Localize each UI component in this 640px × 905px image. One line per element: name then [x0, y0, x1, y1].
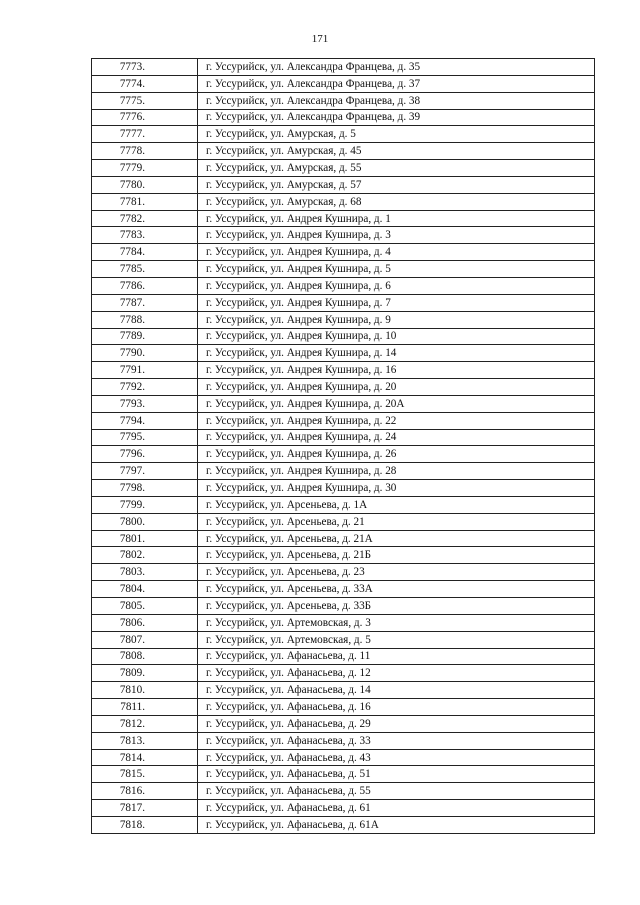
row-number-cell: 7788.: [92, 311, 198, 328]
address-cell: г. Уссурийск, ул. Арсеньева, д. 1А: [198, 496, 595, 513]
table-row: [92, 480, 595, 497]
row-number-cell: 7809.: [92, 665, 198, 682]
address-cell: г. Уссурийск, ул. Арсеньева, д. 33А: [198, 581, 595, 598]
table-row: [92, 682, 595, 699]
address-cell: г. Уссурийск, ул. Андрея Кушнира, д. 26: [198, 446, 595, 463]
row-number-cell: 7783.: [92, 227, 198, 244]
table-row: [92, 665, 595, 682]
row-number-cell: 7796.: [92, 446, 198, 463]
table-row: [92, 816, 595, 833]
address-cell: г. Уссурийск, ул. Артемовская, д. 3: [198, 614, 595, 631]
table-row: [92, 362, 595, 379]
row-number-cell: 7778.: [92, 143, 198, 160]
table-row: [92, 715, 595, 732]
table-row: [92, 496, 595, 513]
address-cell: г. Уссурийск, ул. Арсеньева, д. 23: [198, 564, 595, 581]
table-row: [92, 261, 595, 278]
row-number-cell: 7777.: [92, 126, 198, 143]
row-number-cell: 7784.: [92, 244, 198, 261]
address-cell: г. Уссурийск, ул. Андрея Кушнира, д. 16: [198, 362, 595, 379]
row-number-cell: 7817.: [92, 800, 198, 817]
table-row: [92, 598, 595, 615]
address-cell: г. Уссурийск, ул. Андрея Кушнира, д. 22: [198, 412, 595, 429]
row-number-cell: 7791.: [92, 362, 198, 379]
address-cell: г. Уссурийск, ул. Амурская, д. 45: [198, 143, 595, 160]
table-row: [92, 277, 595, 294]
address-cell: г. Уссурийск, ул. Амурская, д. 68: [198, 193, 595, 210]
row-number-cell: 7775.: [92, 92, 198, 109]
address-cell: г. Уссурийск, ул. Афанасьева, д. 55: [198, 783, 595, 800]
row-number-cell: 7818.: [92, 816, 198, 833]
table-row: [92, 109, 595, 126]
address-cell: г. Уссурийск, ул. Арсеньева, д. 33Б: [198, 598, 595, 615]
row-number-cell: 7781.: [92, 193, 198, 210]
row-number-cell: 7787.: [92, 294, 198, 311]
table-row: [92, 294, 595, 311]
address-cell: г. Уссурийск, ул. Артемовская, д. 5: [198, 631, 595, 648]
row-number-cell: 7813.: [92, 732, 198, 749]
row-number-cell: 7780.: [92, 176, 198, 193]
row-number-cell: 7814.: [92, 749, 198, 766]
address-cell: г. Уссурийск, ул. Андрея Кушнира, д. 28: [198, 463, 595, 480]
table-row: [92, 59, 595, 76]
row-number-cell: 7812.: [92, 715, 198, 732]
row-number-cell: 7811.: [92, 699, 198, 716]
row-number-cell: 7801.: [92, 530, 198, 547]
table-row: [92, 648, 595, 665]
table-row: [92, 749, 595, 766]
table-row: [92, 800, 595, 817]
row-number-cell: 7785.: [92, 261, 198, 278]
row-number-cell: 7789.: [92, 328, 198, 345]
row-number-cell: 7776.: [92, 109, 198, 126]
address-cell: г. Уссурийск, ул. Афанасьева, д. 33: [198, 732, 595, 749]
table-row: [92, 395, 595, 412]
address-cell: г. Уссурийск, ул. Андрея Кушнира, д. 24: [198, 429, 595, 446]
table-row: [92, 227, 595, 244]
table-row: [92, 530, 595, 547]
address-cell: г. Уссурийск, ул. Андрея Кушнира, д. 4: [198, 244, 595, 261]
address-cell: г. Уссурийск, ул. Александра Францева, д. 39: [198, 109, 595, 126]
address-cell: г. Уссурийск, ул. Андрея Кушнира, д. 6: [198, 277, 595, 294]
page-number: 171: [311, 33, 329, 45]
row-number-cell: 7786.: [92, 277, 198, 294]
table-row: [92, 345, 595, 362]
row-number-cell: 7808.: [92, 648, 198, 665]
address-cell: г. Уссурийск, ул. Афанасьева, д. 43: [198, 749, 595, 766]
address-cell: г. Уссурийск, ул. Андрея Кушнира, д. 9: [198, 311, 595, 328]
row-number-cell: 7773.: [92, 59, 198, 76]
row-number-cell: 7815.: [92, 766, 198, 783]
table-row: [92, 631, 595, 648]
address-cell: г. Уссурийск, ул. Александра Францева, д. 38: [198, 92, 595, 109]
table-row: [92, 92, 595, 109]
address-cell: г. Уссурийск, ул. Амурская, д. 55: [198, 160, 595, 177]
table-row: [92, 328, 595, 345]
table-row: [92, 581, 595, 598]
row-number-cell: 7790.: [92, 345, 198, 362]
address-cell: г. Уссурийск, ул. Арсеньева, д. 21: [198, 513, 595, 530]
row-number-cell: 7795.: [92, 429, 198, 446]
row-number-cell: 7810.: [92, 682, 198, 699]
row-number-cell: 7802.: [92, 547, 198, 564]
row-number-cell: 7774.: [92, 75, 198, 92]
address-cell: г. Уссурийск, ул. Арсеньева, д. 21А: [198, 530, 595, 547]
table-row: [92, 732, 595, 749]
table-row: [92, 75, 595, 92]
address-cell: г. Уссурийск, ул. Амурская, д. 5: [198, 126, 595, 143]
row-number-cell: 7799.: [92, 496, 198, 513]
table-row: [92, 766, 595, 783]
address-cell: г. Уссурийск, ул. Афанасьева, д. 61: [198, 800, 595, 817]
address-cell: г. Уссурийск, ул. Андрея Кушнира, д. 5: [198, 261, 595, 278]
address-cell: г. Уссурийск, ул. Афанасьева, д. 29: [198, 715, 595, 732]
table-row: [92, 143, 595, 160]
row-number-cell: 7798.: [92, 480, 198, 497]
table-row: [92, 446, 595, 463]
row-number-cell: 7803.: [92, 564, 198, 581]
row-number-cell: 7805.: [92, 598, 198, 615]
address-table-body: [92, 59, 595, 834]
address-table: [91, 58, 595, 834]
table-row: [92, 311, 595, 328]
address-cell: г. Уссурийск, ул. Андрея Кушнира, д. 10: [198, 328, 595, 345]
table-row: [92, 783, 595, 800]
table-row: [92, 193, 595, 210]
address-cell: г. Уссурийск, ул. Александра Францева, д. 37: [198, 75, 595, 92]
table-row: [92, 160, 595, 177]
row-number-cell: 7779.: [92, 160, 198, 177]
address-cell: г. Уссурийск, ул. Андрея Кушнира, д. 20А: [198, 395, 595, 412]
row-number-cell: 7782.: [92, 210, 198, 227]
row-number-cell: 7807.: [92, 631, 198, 648]
address-cell: г. Уссурийск, ул. Андрея Кушнира, д. 7: [198, 294, 595, 311]
row-number-cell: 7806.: [92, 614, 198, 631]
address-cell: г. Уссурийск, ул. Андрея Кушнира, д. 14: [198, 345, 595, 362]
address-cell: г. Уссурийск, ул. Андрея Кушнира, д. 3: [198, 227, 595, 244]
address-cell: г. Уссурийск, ул. Афанасьева, д. 51: [198, 766, 595, 783]
row-number-cell: 7800.: [92, 513, 198, 530]
table-row: [92, 244, 595, 261]
table-row: [92, 513, 595, 530]
row-number-cell: 7793.: [92, 395, 198, 412]
address-cell: г. Уссурийск, ул. Андрея Кушнира, д. 30: [198, 480, 595, 497]
table-row: [92, 429, 595, 446]
address-cell: г. Уссурийск, ул. Афанасьева, д. 16: [198, 699, 595, 716]
address-cell: г. Уссурийск, ул. Арсеньева, д. 21Б: [198, 547, 595, 564]
address-cell: г. Уссурийск, ул. Афанасьева, д. 11: [198, 648, 595, 665]
row-number-cell: 7794.: [92, 412, 198, 429]
address-cell: г. Уссурийск, ул. Амурская, д. 57: [198, 176, 595, 193]
table-row: [92, 412, 595, 429]
table-row: [92, 176, 595, 193]
address-cell: г. Уссурийск, ул. Андрея Кушнира, д. 1: [198, 210, 595, 227]
table-row: [92, 463, 595, 480]
row-number-cell: 7792.: [92, 379, 198, 396]
row-number-cell: 7816.: [92, 783, 198, 800]
table-row: [92, 547, 595, 564]
table-row: [92, 379, 595, 396]
address-cell: г. Уссурийск, ул. Афанасьева, д. 12: [198, 665, 595, 682]
table-row: [92, 699, 595, 716]
address-cell: г. Уссурийск, ул. Александра Францева, д. 35: [198, 59, 595, 76]
table-row: [92, 126, 595, 143]
row-number-cell: 7804.: [92, 581, 198, 598]
address-cell: г. Уссурийск, ул. Андрея Кушнира, д. 20: [198, 379, 595, 396]
row-number-cell: 7797.: [92, 463, 198, 480]
table-row: [92, 564, 595, 581]
table-row: [92, 614, 595, 631]
table-row: [92, 210, 595, 227]
address-cell: г. Уссурийск, ул. Афанасьева, д. 61А: [198, 816, 595, 833]
address-cell: г. Уссурийск, ул. Афанасьева, д. 14: [198, 682, 595, 699]
